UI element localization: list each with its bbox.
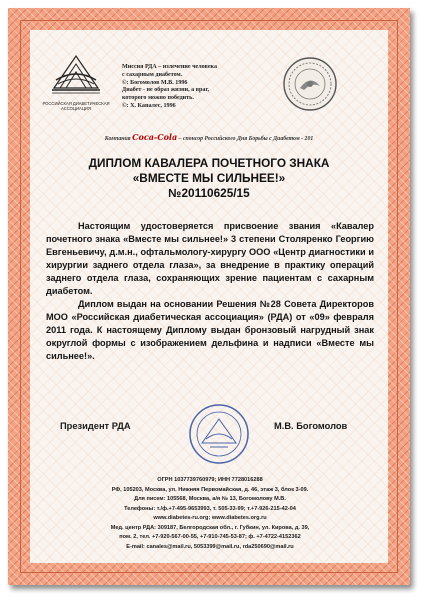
sponsor-suffix: – спонсор Российского Дня Борьбы с Диабетом - 201 [178, 136, 314, 142]
footer-line: www.diabetes-ru.org; www.diabetes.org.ru [153, 515, 267, 522]
diploma-number: №20110625/15 [168, 186, 250, 200]
body-paragraph-2: Диплом выдан на основании Решения №28 Совета Директоров МОО «Российская диабетическая ассоциация» (РДА) от «09» февраля 2011 года. К настоящему Диплому выдан бронзовый нагрудный знак округлой формы с изображением дельфина и надписи «Вместе мы сильнее!». [46, 299, 374, 362]
motto-line: ©: Х. Каналес, 1996 [122, 102, 176, 109]
certificate-border [8, 8, 410, 585]
rda-logo-icon [50, 50, 102, 96]
certificate-paper [30, 30, 388, 563]
title-line-2: «ВМЕСТЕ МЫ СИЛЬНЕЕ!» [132, 171, 286, 185]
motto-line: с сахарным диабетом. [122, 71, 183, 78]
stamp-icon [188, 403, 250, 465]
logo-caption: РОССИЙСКАЯ ДИАБЕТИЧЕСКАЯ АССОЦИАЦИЯ [42, 101, 110, 111]
footer-line: Телефоны: т./ф.+7-495-9653993, т. 505-33-99; т.+7-926-215-42-04 [124, 505, 296, 512]
diploma-title [30, 156, 388, 201]
motto-line: которого можно победить. [122, 95, 194, 102]
motto-line: Диабет - не образ жизни, а враг, [122, 87, 210, 94]
official-stamp [188, 403, 250, 465]
motto-line: ©: Богомолов М.В. 1996 [122, 79, 188, 86]
footer-line: пом. 2, тел. +7-920-567-00-55, +7-910-745-53-87; ф. +7-4722-4152362 [119, 534, 301, 541]
sponsor-prefix: Компания [104, 136, 131, 142]
footer-line: E-mail: canales@mail.ru, 5053399@mail.ru, rda250690@mail.ru [126, 543, 294, 550]
footer-line: Для писем: 105568, Москва, а/я № 13, Богомолову М.В. [134, 496, 286, 503]
coca-cola-logo: Coca-Cola [132, 132, 178, 142]
mission-motto [122, 64, 272, 111]
title-line-1: ДИПЛОМ КАВАЛЕРА ПОЧЕТНОГО ЗНАКА [88, 156, 330, 170]
president-name: М.В. Богомолов [274, 421, 348, 431]
sponsor-line [40, 132, 378, 142]
body-paragraph-1: Настоящим удостоверяется присвоение звания «Кавалер почетного знака «Вместе мы сильнее!» 3 степени Столяренко Георгию Евгеньевичу, д.м.н., офтальмологу-хирургу ООО «Центр диагностики и хирургии заднего отдела глаза», за внедрение в практику операций заднего отдела глаза, сохраняющих зрение пациентам с сахарным диабетом. [46, 221, 374, 297]
motto-line: Миссия РДА – излечение человека [122, 64, 217, 70]
diploma-body [46, 220, 374, 364]
footer-line: РФ, 105203, Москва, ул. Нижняя Первомайская, д. 46, этаж 3, блок 3-09. [111, 486, 309, 493]
contact-footer [36, 476, 384, 552]
footer-line: Мед. центр РДА: 309187, Белгородская обл., г. Губкин, ул. Кирова, д. 39, [110, 524, 310, 531]
footer-line: ОГРН 1037739760979; ИНН 7728016288 [157, 477, 263, 483]
seal-icon [282, 56, 338, 112]
president-title: Президент РДА [60, 421, 131, 431]
rda-logo [40, 50, 112, 116]
round-seal [282, 56, 338, 112]
